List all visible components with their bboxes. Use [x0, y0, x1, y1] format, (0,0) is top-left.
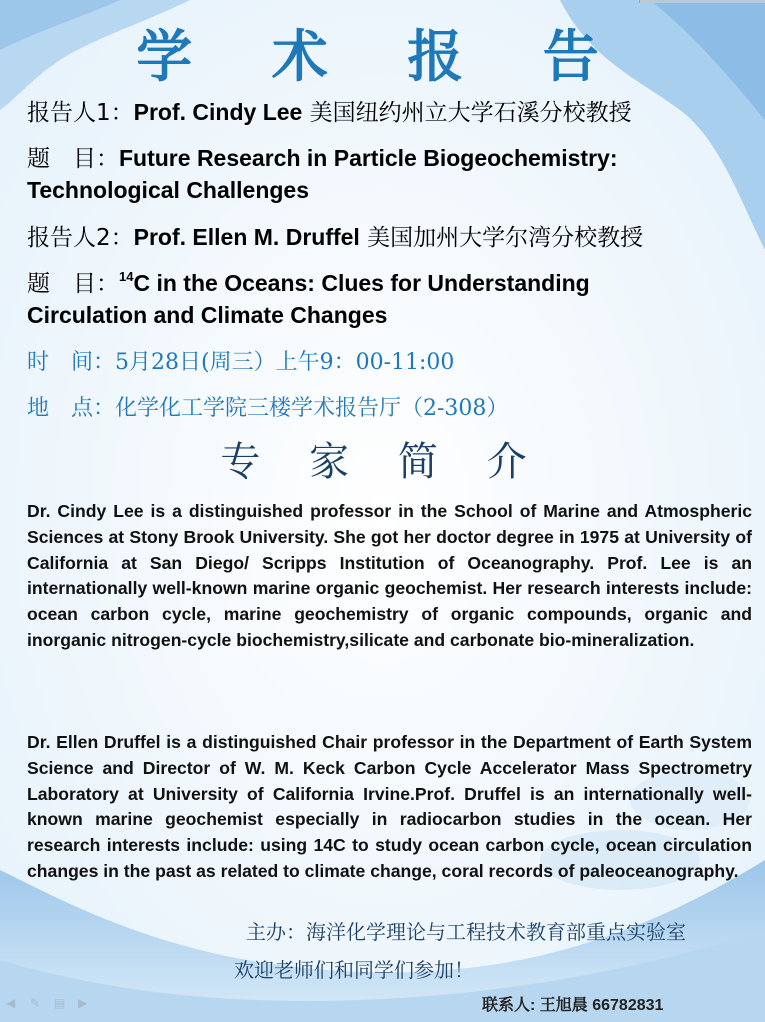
speaker1-label: 报告人1：: [27, 100, 134, 126]
topic2-line: [27, 268, 747, 299]
bio-ellen-druffel: Dr. Ellen Druffel is a distinguished Chair professor in the Department of Earth System Science and Director of W. M. Keck Carbon Cycle Accelerator Mass Spectrometry Laboratory at University of California Irvine.Prof. Druffel is an internationally well-known marine geochemist especially in radiocarbon studies in the ocean. Her research interests include: using 14C to study ocean carbon cycle, ocean circulation changes in the past as related to climate change, coral records of paleoceanography.: [27, 732, 752, 881]
time-line: 时 间：5月28日(周三）上午9：00-11:00: [27, 350, 455, 375]
topic2-title-line2: Circulation and Climate Changes: [27, 302, 388, 328]
topic2-title-line1: C in the Oceans: Clues for Understanding: [133, 270, 590, 296]
speaker2-line: [27, 222, 747, 253]
organizer-line: 主办：海洋化学理论与工程技术教育部重点实验室: [246, 920, 686, 944]
speaker1-affiliation: 美国纽约州立大学石溪分校教授: [302, 100, 632, 126]
topic2-label: 题 目：: [27, 271, 119, 297]
speaker2-label: 报告人2：: [27, 225, 134, 251]
location-line: 地 点：化学化工学院三楼学术报告厅（2-308）: [27, 396, 509, 421]
topic1-title-line2: Technological Challenges: [27, 177, 310, 203]
topic1-label: 题 目：: [27, 146, 119, 172]
topic1-line: [27, 143, 747, 174]
next-arrow-icon[interactable]: ▶: [78, 996, 88, 1010]
prev-arrow-icon[interactable]: ◀: [6, 996, 16, 1010]
bio-cindy-lee: Dr. Cindy Lee is a distinguished professor in the School of Marine and Atmospheric Sciences at Stony Brook University. She got her doctor degree in 1975 at University of California at San Diego/ Scripps Institution of Oceanography. Prof. Lee is an internationally well-known marine organic geochemist. Her research interests include: ocean carbon cycle, marine geochemistry of organic compounds, organic and inorganic nitrogen-cycle biochemistry,silicate and carbonate bio-mineralization.: [27, 501, 752, 650]
speaker1-line: [27, 97, 747, 128]
window-corner-tab: [639, 0, 765, 3]
slide-nav-toolbar: [6, 996, 92, 1012]
menu-icon[interactable]: ▤: [54, 996, 66, 1010]
speaker1-name: Prof. Cindy Lee: [133, 99, 303, 125]
welcome-line: 欢迎老师们和同学们参加！: [234, 958, 474, 982]
topic1-title-line1: Future Research in Particle Biogeochemistry:: [119, 145, 618, 171]
pen-icon[interactable]: ✎: [30, 996, 41, 1010]
contact-line: 联系人: 王旭晨 66782831: [482, 997, 664, 1014]
speaker2-affiliation: 美国加州大学尔湾分校教授: [359, 225, 644, 251]
speaker2-name: Prof. Ellen M. Druffel: [133, 224, 360, 250]
section-subtitle: 专 家 简 介: [220, 439, 545, 485]
topic2-superscript: 14: [119, 269, 134, 284]
page-title: 学 术 报 告: [136, 24, 629, 90]
